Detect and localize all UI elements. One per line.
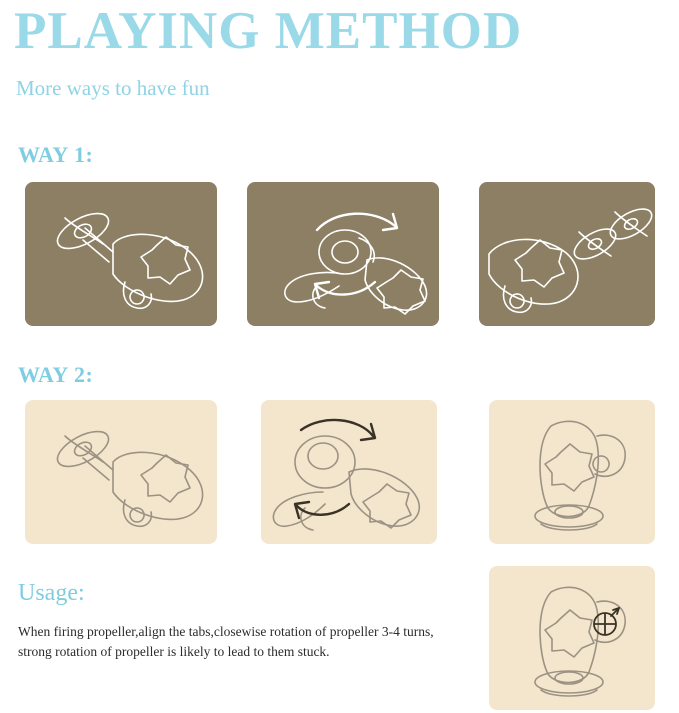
way2-step3-panel [489,400,655,544]
way2-step4-illustration [489,566,655,710]
way1-step1-illustration [25,182,217,326]
usage-text [18,622,448,662]
way1-step3-panel [479,182,655,326]
page-title: PLAYING METHOD [14,2,523,60]
way2-step2-panel [261,400,437,544]
page-subtitle: More ways to have fun [16,76,210,100]
way2-step4-panel [489,566,655,710]
way2-step1-illustration [25,400,217,544]
way2-step2-illustration [261,400,437,544]
way1-step2-panel [247,182,439,326]
way2-step1-panel [25,400,217,544]
usage-line-2: strong rotation of propeller is likely to lead to them stuck. [18,644,330,659]
way1-step2-illustration [247,182,439,326]
way1-step1-panel [25,182,217,326]
way-2-label: WAY 2: [18,362,94,387]
way-1-label: WAY 1: [18,142,94,167]
way2-step3-illustration [489,400,655,544]
way1-step3-illustration [479,182,655,326]
usage-line-1: When firing propeller,align the tabs,closewise rotation of propeller 3-4 turns, [18,624,434,639]
usage-label: Usage: [18,580,85,606]
